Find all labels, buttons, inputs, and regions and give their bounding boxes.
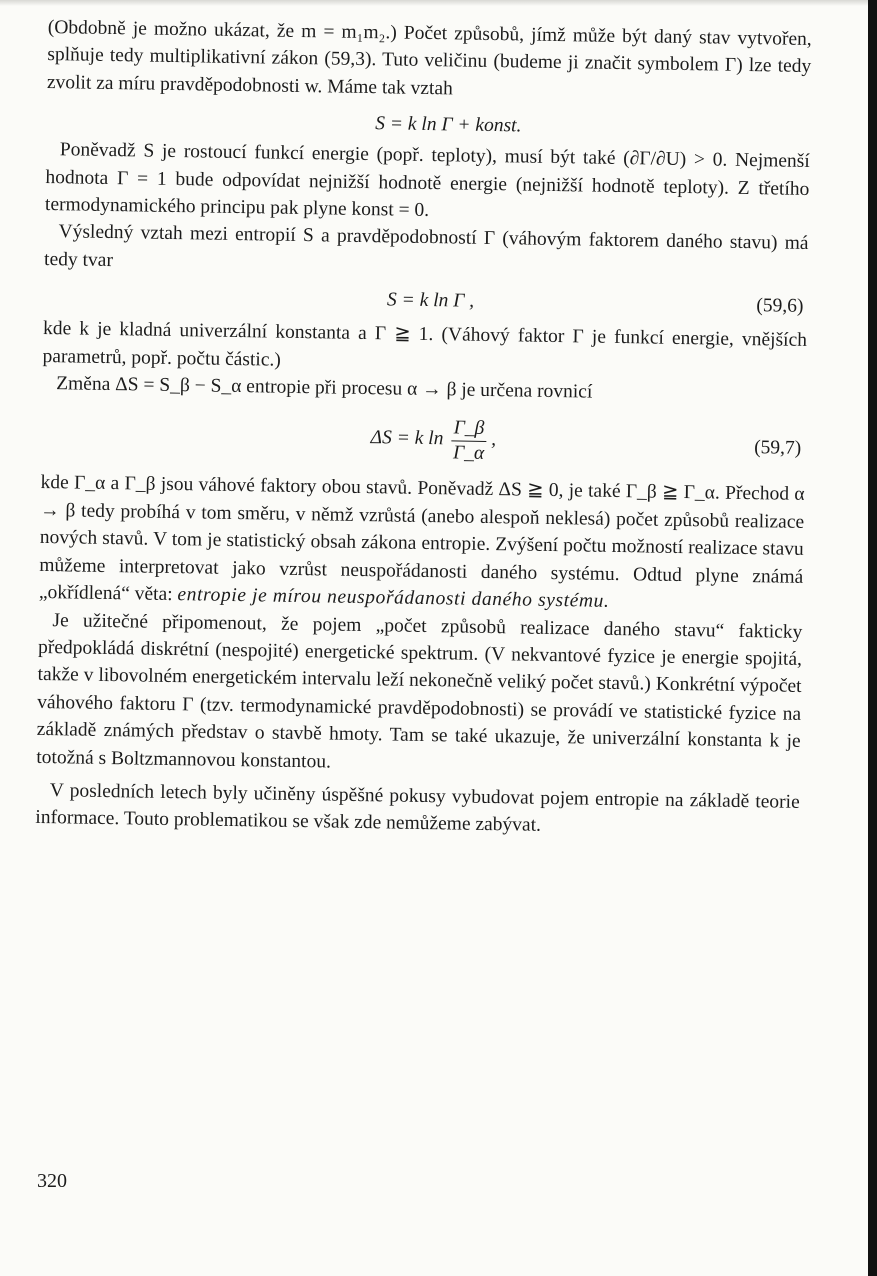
formula-59-7-trail: ,	[491, 429, 497, 451]
paragraph-6	[39, 469, 805, 618]
equation-number-59-6: (59,6)	[756, 295, 804, 318]
equation-number-59-7: (59,7)	[753, 437, 802, 460]
scan-shadow	[0, 0, 877, 6]
paragraph-5: Změna ΔS = S_β − S_α entropie při procesu α → β je určena rovnicí	[56, 373, 593, 403]
formula-59-7	[41, 397, 806, 481]
fraction-denominator: Γ_α	[452, 441, 485, 464]
formula-59-7-fraction	[451, 416, 487, 466]
paragraph-8: V posledních letech byly učiněny úspěšné pokusy vybudovat pojem entropie na základě teorie informace. Touto problematikou se však zde nemůžeme zabývat.	[35, 780, 800, 837]
paragraph-2: Poněvadž S je rostoucí funkcí energie (popř. teploty), musí být také (∂Γ/∂U) > 0. Nejmenší hodnota Γ = 1 bude odpovídat nejnižší hodnotě energie (nejnižší hodnotě teploty). Z třetího termodynamického principu pak plyne konst = 0.	[44, 139, 810, 222]
formula-59-7-left: ΔS = k ln	[370, 427, 444, 450]
paragraph-3: Výsledný vztah mezi entropií S a pravděpodobností Γ (váhovým faktorem daného stavu) má tedy tvar	[43, 221, 809, 271]
paragraph-4: kde k je kladná univerzální konstanta a Γ ≧ 1. (Váhový faktor Γ je funkcí energie, vnějších parametrů, popř. počtu částic.)	[42, 318, 808, 371]
paragraph-1: (Obdobně je možno ukázat, že m = m₁m₂.) Počet způsobů, jímž může být daný stav vytvořen, splňuje tedy multiplikativní zákon (59,3). Tuto veličinu (budeme ji značit symbolem Γ) lze tedy zvolit za míru pravděpodobnosti w. Máme tak vztah	[46, 16, 812, 100]
paragraph-6-main: kde Γ_α a Γ_β jsou váhové faktory obou stavů. Poněvadž ΔS ≧ 0, je také Γ_β ≧ Γ_α. Přechod α → β tedy probíhá v tom směru, v němž vzrůstá (anebo alespoň neklesá) počet způsobů realizace nových stavů. V tom je statistický obsah zákona entropie. Zvýšení počtu možností realizace stavu můžeme interpretovat jako vzrůst neuspořádanosti daného systému. Odtud plyne známá „okřídlená“ věta:	[38, 472, 805, 606]
paragraph-6-emphasis: entropie je mírou neuspořádanosti daného systému.	[177, 584, 610, 612]
page-number: 320	[37, 1170, 67, 1192]
page-edge	[868, 0, 877, 1276]
fraction-numerator: Γ_β	[451, 416, 486, 442]
formula-59-6-body: S = k ln Γ ,	[386, 289, 475, 312]
text-block	[35, 14, 812, 844]
paragraph-7: Je užitečné připomenout, že pojem „počet způsobů realizace daného stavu“ fakticky předpokládá diskrétní (nespojité) energetické spektrum. (V nekvantové fyzice je energie spojitá, takže v libovolném energetickém intervalu leží nekonečně veliký počet stavů.) Konkrétní výpočet váhového faktoru Γ (tzv. termodynamické pravděpodobnosti) se provádí ve statistické fyzice na základě známých představ o stavbě hmoty. Tam se také ukazuje, že univerzální konstanta k je totožná s Boltzmannovou konstantou.	[36, 609, 803, 773]
formula-entropy-const: S = k ln Γ + konst.	[375, 113, 522, 137]
